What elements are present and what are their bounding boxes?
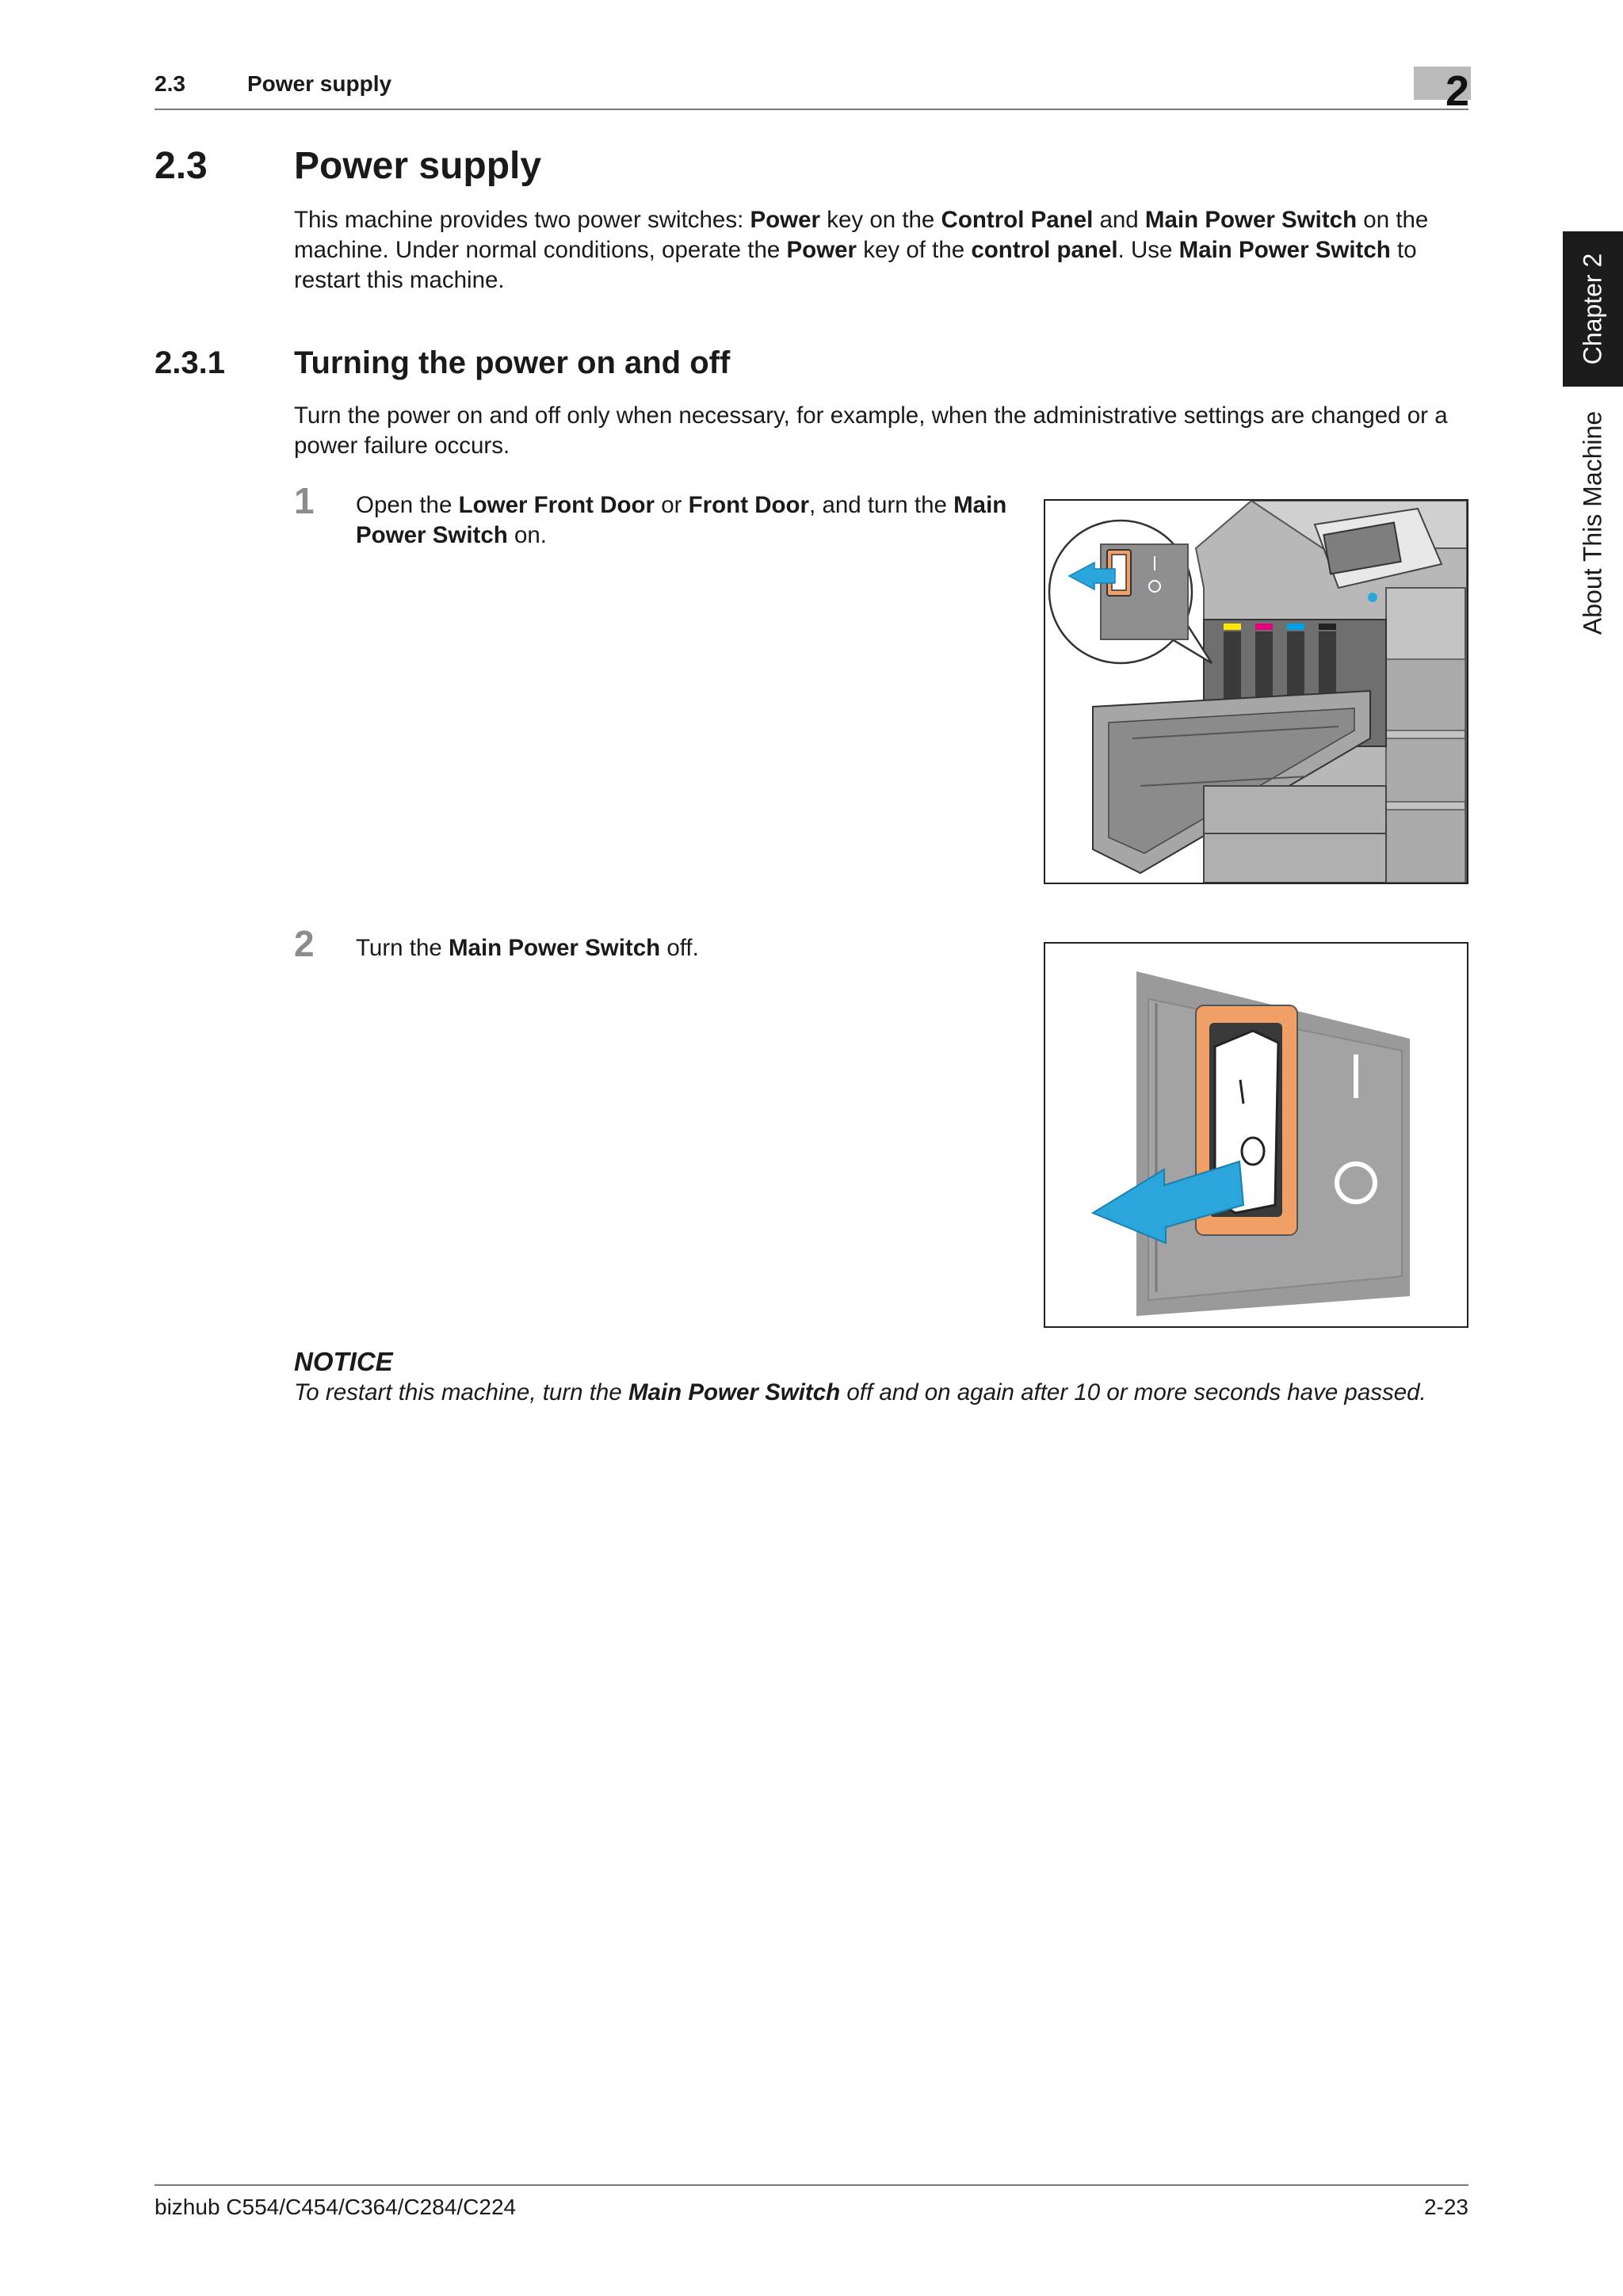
notice-text [294, 1379, 1426, 1406]
section-intro [294, 205, 1475, 296]
emphasis-text: Control Panel [941, 207, 1094, 233]
running-header-section-number: 2.3 [155, 71, 185, 96]
figure-main-power-switch [1044, 942, 1468, 1328]
body-text: This machine provides two power switches: [294, 207, 750, 233]
figure-machine-open-door [1044, 499, 1468, 884]
emphasis-text: Main Power Switch [1178, 237, 1391, 263]
emphasis-text: Main Power Switch [628, 1379, 841, 1405]
chapter-title-side-label: About This Machine [1578, 410, 1607, 635]
body-text: To restart this machine, turn the [294, 1379, 628, 1405]
emphasis-text: Power [750, 207, 821, 233]
body-text: to restart this machine. [294, 237, 1417, 293]
emphasis-text: Front Door [688, 492, 810, 518]
emphasis-text: Power [786, 237, 857, 263]
subsection-title: Turning the power on and off [294, 345, 731, 380]
section-number: 2.3 [155, 145, 208, 187]
chapter-number: 2 [1445, 67, 1469, 115]
subsection-number: 2.3.1 [155, 345, 225, 380]
body-text: Open the [356, 492, 459, 518]
step-number-2: 2 [294, 923, 315, 964]
step-text-1 [356, 490, 1029, 551]
body-text: off and on again after 10 or more seconds have passed. [840, 1379, 1426, 1405]
emphasis-text: Main Power Switch [356, 492, 1007, 548]
body-text: key on the [820, 207, 941, 233]
running-header-section-title: Power supply [247, 71, 392, 96]
subsection-intro: Turn the power on and off only when necessary, for example, when the administrative settings are changed or a power failure occurs. [294, 402, 1448, 459]
body-text: or [655, 492, 689, 518]
notice-heading: NOTICE [294, 1347, 393, 1376]
body-text: Turn the [356, 935, 449, 961]
body-text: on. [507, 522, 548, 548]
footer-model: bizhub C554/C454/C364/C284/C224 [155, 2195, 517, 2219]
emphasis-text: control panel [971, 237, 1118, 263]
footer-page-number: 2-23 [1423, 2195, 1468, 2219]
body-text: key of the [857, 237, 972, 263]
step-number-1: 1 [294, 480, 315, 521]
body-text: , and turn the [809, 492, 954, 518]
header-divider [155, 109, 1468, 110]
body-text: off. [660, 935, 699, 961]
footer-divider [155, 2184, 1468, 2186]
emphasis-text: Lower Front Door [458, 492, 655, 518]
machine-illustration [1045, 501, 1467, 883]
body-text: on the machine. Under normal conditions, operate the [294, 207, 1429, 263]
body-text: and [1093, 207, 1145, 233]
emphasis-text: Main Power Switch [448, 935, 661, 961]
emphasis-text: Main Power Switch [1144, 207, 1358, 233]
power-switch-illustration [1045, 944, 1467, 1326]
step-text-2 [356, 933, 1029, 963]
body-text: . Use [1117, 237, 1179, 263]
chapter-tab-label: Chapter 2 [1578, 253, 1607, 365]
section-title: Power supply [294, 145, 542, 187]
chapter-side-tab[interactable] [1563, 231, 1623, 387]
